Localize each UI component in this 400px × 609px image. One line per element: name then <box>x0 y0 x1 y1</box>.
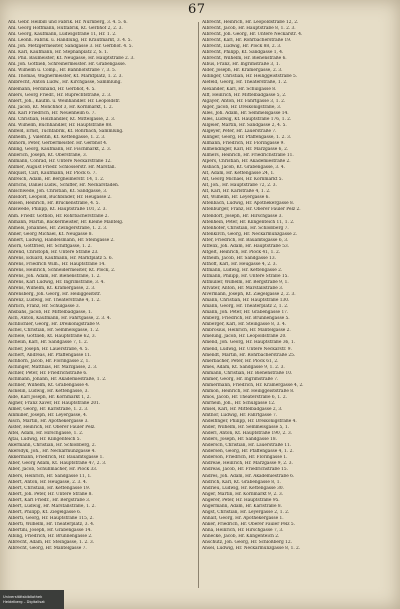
directory-entry: Albert, Karl Friedr., Hr. Bergstraße 3. <box>8 497 91 503</box>
directory-entry: Ahlsdorf, Leopold, Buchbinder, Hr. Heugasse 2. <box>8 195 112 201</box>
directory-entry: Ahlquist, Carl, Kaufmann, Hr. Plöck 6. 7. <box>8 171 97 177</box>
directory-entry: Albert, Ludwig, Hr. Marstallstraße, 1. 2. <box>8 503 96 509</box>
directory-entry: Albing, Friedrich, Hr. Brunnengasse 2. <box>8 533 93 539</box>
directory-entry: Altenbach, Ludwig, Hr. Apothekergasse 8. <box>202 201 295 207</box>
directory-entry: Alff, Heinrich, Hr. Mittelbadgasse 5, 2. <box>202 92 287 98</box>
directory-entry: Aichhorn, Jacob, Hr. Floringasse 2, 1. <box>8 358 90 364</box>
directory-entry: Aitel, Adam, Hr. Hirschgasse, 1. 2. <box>8 431 84 437</box>
directory-entry: Ammermann, Friedrich, Hr. Krämergasse 4, 2. <box>202 382 304 388</box>
directory-entry: Albert, Philipp, Kt. Ziegelgasse 6. <box>8 509 82 515</box>
directory-entry: Ahnert, Ludwig, Handelsmann, Hr. Steingasse 2. <box>8 237 115 243</box>
directory-entry: Aide, Karl Joseph, Hr. Kornmarkt 1, 2. <box>8 394 91 400</box>
directory-entry: Alter, Friedrich, Hr. Bauamtsgasse 6, 3. <box>202 237 289 243</box>
directory-entry: Anhalt, Georg, Hr. Apothekergasse 1. <box>202 515 284 521</box>
directory-entry: Aichelin, Karl, Hr. Sandgasse 7, 1. 2. <box>8 340 89 346</box>
directory-entry: Amthor, Ludwig, Hr. Fahrtgasse 7. <box>202 413 278 419</box>
directory-entry: Aister, Heinrich, Hr. Oberer Fauler Pelz. <box>8 425 96 431</box>
directory-entry: Amendt, Martin, Hr. Rohrbacherstraße 25. <box>202 352 296 358</box>
directory-entry: Ahl. Leonh. Fabrik. u. Handlung, Hr. Krautmarkt, 3. 4. 5. <box>8 38 132 44</box>
directory-entry: Ahl. Wilhelm u. Comp., Hr. Bahnhofstraße 7, 3. 5. <box>8 68 117 74</box>
directory-entry: Albrecht, Heinrich, Hr. Leopoldstraße 12, 2. <box>202 20 299 25</box>
directory-entry: Ahrlich, Franz, Hr. Schulgasse 3. <box>8 304 80 310</box>
directory-entry: Altenhein, Peter, Hr. Klingenteich 11, 1. 2. <box>202 219 295 225</box>
directory-entry: Ahner, Georg Michael, Kt. Neugasse 8. <box>8 231 93 237</box>
directory-entry: Ahrend, Christoph, Hr. Untere Straße 23. <box>8 249 99 255</box>
directory-entry: Alder, Joseph, Hr. Krämergasse, 2. 3. <box>202 68 283 74</box>
directory-entry: Andrieu, Ludwig, Hr. Kettengasse 30. <box>202 485 284 491</box>
directory-entry: Aldinger, Christian, Hr. Heiliggeiststraße 5. <box>202 74 298 80</box>
directory-entry: Aichel, Christian, Hr. Semmelsgasse, 1. 2. <box>8 328 100 334</box>
directory-entry: Amrhein, Joh., Hr. Schulgasse 12. <box>202 400 276 406</box>
directory-entry: Aichert, Andreas, Hr. Pfaffengasse 11. <box>8 352 92 358</box>
directory-entry: Ahmels, Johannes, Hr. Zwingerstraße, 1. 2. 3. <box>8 225 108 231</box>
library-badge[interactable] <box>0 590 64 609</box>
directory-entry: Alger, Jacob, Hr. Dreikönigstraße, 3. <box>202 104 282 110</box>
directory-entry: Anderson, Friedrich, Hr. Floringasse 1. <box>202 455 288 461</box>
directory-entry: Aigner, Franz Xaver, Hr. Hauptstraße 201. <box>8 400 101 406</box>
directory-entry: Akersdyk, Joh., Hr. Neckarmünzgasse 4. <box>8 449 96 455</box>
directory-entry: Ambrosius, Heinrich, Hr. Mantelgasse 2. <box>202 328 291 334</box>
directory-entry: Andreas, Jacob, Hr. Friedrichstraße 15. <box>202 467 289 473</box>
directory-entry: Ahlschwede, Joh. Christian, Kt. Sandgasse, 3. <box>8 189 108 195</box>
directory-entry: Alles, Ludwig, Kt. Hauptstraße 176, 1. 2. <box>202 116 292 122</box>
directory-entry: Allinger, Georg, Hr. Pfaffengasse, 1. 2. 3. <box>202 134 292 140</box>
directory-entry: Alvermann, Joseph, Kt. Ziegelgasse 2, 2. 3. <box>202 292 296 298</box>
directory-entry: Alber, Georg Adam, Kt. Hauptstraße 47, 2. 3. <box>8 461 107 467</box>
directory-entry: Anger, Martin, Hr. Kornmarkt 9, 2. 3. <box>202 491 284 497</box>
directory-entry: Annecke, Jacob, Hr. Klingenteich 2. <box>202 533 280 539</box>
directory-entry: Ahsbahs, Jacob, Hr. Mittelbadgasse, 1. <box>8 310 93 316</box>
directory-entry: Amann, Joh. Peter, Hr. Grabengasse 17. <box>202 310 289 316</box>
directory-entry: Ahl. Joh. Gottlieb, Schreinermeister. Hr. Grabengasse. <box>8 62 127 68</box>
directory-entry: Amend, Ludwig, Hr. Untere Neckarstr. 9. <box>202 346 292 352</box>
directory-entry: Ahlsen, Heinrich, Hr. Brückenstraße, 4. 5. <box>8 201 100 207</box>
directory-entry: Ahlrichs, Daniel Ludw., Schiffer, Hr. Neckarstaden. <box>8 183 120 189</box>
directory-entry: Allmann, Friedrich, Hr. Floringasse 9. <box>202 140 285 146</box>
directory-entry: Altfelix, Joh. Adam, Hr. Hauptstraße 53. <box>202 243 290 249</box>
directory-entry: Ahrens, Friedrich Wilh., Hr. Hauptstraße 14. <box>8 261 106 267</box>
directory-entry: Albert, Joh. Peter, Hr. Untere Straße 8. <box>8 491 93 497</box>
directory-entry: Akkermann, Friedrich, Hr. Bauamtsgasse 1. <box>8 455 104 461</box>
directory-entry: Ahl. Christian, Holzhändler, Kt. Mittelgasse, 2. 3. <box>8 116 116 122</box>
directory-entry: Ammon, Heinrich, Hr. Heiliggeiststraße 8. <box>202 388 295 394</box>
directory-entry: Ahlreich, Adam, Hr. Bergheimerstr. 14, 1. 2. <box>8 177 105 183</box>
directory-entry: Amos, Jacob, Hr. Theaterstraße 6, 1. 2. <box>202 394 287 400</box>
directory-entry: Ahm. Friedr. Gottlob, Hr. Rohrbacherstraße 2. <box>8 213 109 219</box>
directory-entry: Albrecht, Ludwig, Hr. Plöck 88, 2. 3. <box>202 44 282 50</box>
directory-entry: Ahrens, Heinrich, Schneidermeister, Kt. Plöck, 2. <box>8 267 116 273</box>
directory-entry: Andersen, Georg, Hr. Pfaffengasse 4, 1. 2. <box>202 449 294 455</box>
library-badge-line1: Universitätsbibliothek <box>3 594 43 599</box>
directory-entry: Altenburger, Franz, Hr. Oberer Fauler Pelz 2. <box>202 207 301 213</box>
directory-entry: Altvater, Anton, Hr. Marstallstraße 3. <box>202 286 284 292</box>
directory-entry: Altheim, Jacob, Hr. Sandgasse 13. <box>202 255 277 261</box>
directory-entry: Ammann, Christian, Hr. Bienenstraße 10. <box>202 370 293 376</box>
directory-entry: Ajtai, Ludwig, Hr. Klingenteich 5. <box>8 437 81 443</box>
directory-entry: Altenhofer, Christian, Hr. Schloßberg 7. <box>202 225 289 231</box>
directory-entry: Ames, Adam, Kt. Sandgasse 9, 1. 2. 3. <box>202 364 285 370</box>
directory-entry: Alt, Karl, Hr. Karlstraße 4, 1. 2. <box>202 189 271 195</box>
directory-entry: Albrecht, Jacob, Hr. Hauptstraße 8, 1. 2. 3. <box>202 26 296 32</box>
directory-entry: Ammer, Georg, Hr. Ingrimstraße 7. <box>202 376 279 382</box>
directory-entry: Ahlers, Georg Friedr., Hr. Ruprechtstraße, 2. 3. <box>8 92 112 98</box>
directory-entry: Amelung, Jacob, Hr. Leopoldstraße 20. <box>202 334 287 340</box>
directory-entry: Ahrenz, Ludwig, Hr. Theaterstraße 4, 1. 2. <box>8 298 101 304</box>
directory-entry: Alt, Wilhelm, Hr. Leyergasse 6. <box>202 195 270 201</box>
directory-entry: Altendorf, Joseph, Hr. Hirschgasse 3. <box>202 213 283 219</box>
directory-entry: Alt, Joh., Hr. Hauptstraße 72, 2. 3. <box>202 183 277 189</box>
directory-entry: Ahlhorn, Peter, Gerbermeister. Hr. Gerbhof 4. <box>8 140 108 146</box>
directory-entry: Amsel, Karl, Hr. Mittelbadgasse 2, 3. <box>202 407 283 412</box>
left-column <box>8 20 196 592</box>
directory-entry: Ahorn, Gottfried, Hr. Schiffgasse, 1. 2. <box>8 243 92 249</box>
directory-entry: Ahlhelm, J. Valentin, Kt. Kettengasse, 1. 2. 3. <box>8 134 106 140</box>
directory-entry: Altmüller, Wilhelm, Hr. Bergstraße 9, 1. <box>202 280 289 286</box>
directory-entry: Anna, Heinrich, Hr. Hirschgasse 7, 3. <box>202 527 284 533</box>
directory-entry: Ahlemann, Ferdinand, Hr. Gerbhof, 4. 5. <box>8 86 96 92</box>
directory-entry: Ahl. Phil. Baumeister, Kt. Neugasse, Hr. Hauptstraße 2. 3. <box>8 56 135 62</box>
directory-entry: Ahllerich, Joseph, Kt. Oberstraße, 3. <box>8 153 88 159</box>
directory-entry: Angerer, Peter, Hr. Hauptstraße 95. <box>202 497 280 503</box>
directory-entry: Ander, Wilhelm, Hr. Semmelsgasse 5, 1. <box>202 425 290 431</box>
directory-entry: Ahlbrecht, Anton Ludw., Hr. Kirchgasse, Sammlung. <box>8 80 122 86</box>
directory-entry: Ahl. Georg, Kaufmann, Ludwigstraße 11, Hr. 1. 2. <box>8 32 117 38</box>
directory-entry: Algayer, Anton, Hr. Fahrtgasse 3, 1. 2. <box>202 98 286 104</box>
directory-entry: Amend, Joh. Georg, Hr. Hauptstraße 36, 1. <box>202 340 296 346</box>
directory-entry: Amberg, Friedrich, Hr. Brunnengasse 5. <box>202 316 290 322</box>
directory-entry: Ahl. Joh. Metzgermeister, Sandgasse 3. Hr. Gerbhof. 4. 5. <box>8 44 133 50</box>
directory-entry: Altmann, Philipp, Hr. Untere Straße 15. <box>202 273 289 279</box>
directory-entry: Aichinger, Matthias, Hr. Märzgasse, 2. 3. <box>8 364 98 370</box>
directory-entry: Albrecht, Georg, Hr. Mantelgasse 7. <box>8 546 87 552</box>
directory-entry: Ahrensberg, Joh. Georg, Hr. Heiliggeiststr. <box>8 292 101 298</box>
directory-entry: Aimer, Georg, Hr. Karlstraße, 1. 2. 3. <box>8 407 89 412</box>
directory-entry: Andersch, Christian, Hr. Lauerstraße 11. <box>202 443 292 449</box>
directory-entry: Amerbacher, Peter, Hr. Plöck 61, 2. <box>202 358 279 364</box>
directory-entry: Aisch, Martin, Hr. Apothekergasse 3. <box>8 419 89 425</box>
directory-entry: Alefeld, Georg, Hr. Theaterstraße, 1. 2. <box>202 80 288 86</box>
directory-entry: Alt, Georg Michael, Hr. Kornmarkt 5. <box>202 177 283 183</box>
right-column <box>202 20 390 592</box>
directory-entry: Altgelt, Heinrich, Hr. Plöck 41, 1. 2. <box>202 249 281 255</box>
directory-entry: Aicher, Joseph, Hr. Lauerstraße, 4. 5. <box>8 346 89 352</box>
directory-entry: Aichler, Peter, Hr. Friedrichstraße 6. <box>8 370 88 376</box>
directory-entry: Ahlmer, August Friedr. Schlosserstr. Hr. Marstall. <box>8 165 116 171</box>
directory-entry: Allmendinger, Karl, Hr. Märzgasse 6, 2. <box>202 146 289 152</box>
directory-entry: Angst, Christian, Hr. Leyergasse 2, 1. 2. <box>202 509 290 515</box>
directory-entry: Andreae, Heinrich, Hr. Märzgasse 9, 2. 3. <box>202 461 293 467</box>
directory-entry: Aichner, Wilhelm, Kt. Grabengasse 4. <box>8 382 90 388</box>
directory-entry: Ansel, Ludwig, Hr. Neckarmünzgasse 8, 1. 2. <box>202 546 301 552</box>
directory-entry: Allgeyer, Peter, Hr. Lauerstraße 7. <box>202 128 277 134</box>
directory-entry: Ahl. Karl Friedrich, Hr. Neuenheim 6. 7. <box>8 110 96 116</box>
directory-entry: Alsbach, Jacob, Kt. Grabengasse, 3. 4. <box>202 165 286 171</box>
directory-entry: Albrecht, Wilhelm, Hr. Bienenstraße 6. <box>202 56 287 62</box>
directory-entry: Ahrens, Joh. Adam, Hr. Bienenstraße, 1. 2. <box>8 273 101 279</box>
directory-entry: Ahrens, Wilhelm, Kt. Krämergasse, 2. 3. <box>8 286 96 292</box>
directory-entry: Akermann, Christian, Hr. Schloßberg, 2. <box>8 443 96 449</box>
directory-entry: Albers, Heinrich, Hr. Sandgasse 11, 1. <box>8 473 92 479</box>
directory-entry: Anders, Joseph, Hr. Sandgasse 18. <box>202 437 278 443</box>
directory-entry: Amberger, Karl, Hr. Steingasse 8, 3. 4. <box>202 322 287 328</box>
directory-entry: Ahl. Wilhelm, Buchhändler, Hr. Hauptstraße 88. <box>8 122 113 128</box>
directory-entry: Anschütz, Joh. Georg, Hr. Schloßberg 12. <box>202 540 292 546</box>
directory-entry: Aichmann, Johann, Hr. Akademiestraße, 1. 2. <box>8 376 107 382</box>
directory-entry: Ahlert, Joh., Kaufm. u. Weinhändler. Hr. Leopoldstr. <box>8 98 121 104</box>
directory-entry: Althoff, Karl, Hr. Heugasse 4, 2. 3. <box>202 261 277 267</box>
column-divider <box>198 22 199 588</box>
directory-entry: Albert, Anton, Hr. Heugasse, 2. 3. 4. <box>8 479 88 485</box>
directory-entry: Albrecht, Joh. Georg, Hr. Untere Neckarstr. 4. <box>202 32 303 38</box>
directory-entry: Alber, Jacob, Schuhmacher, Hr. Plöck 33. <box>8 467 98 473</box>
directory-entry: Ainmiller, Joseph, Hr. Leyergasse, 4. <box>8 413 88 419</box>
directory-entry: Andres, Joh. Adam, Hr. Akademiestraße 6. <box>202 473 295 479</box>
directory-entry: Ahmann, Martin, Bäckermeister, Hr. Kleine Mantelg. <box>8 219 124 225</box>
directory-entry: Albus, Franz, Hr. Ingrimstraße 3, 1. <box>202 62 280 68</box>
directory-entry: Allmers, Heinrich, Hr. Friedrichstraße 11. <box>202 153 294 159</box>
directory-entry: Aichbichler, Georg, Hr. Dreikönigstraße 9. <box>8 322 101 328</box>
directory-entry: Ahrens, Eduard, Kaufmann, Hr. Marktplatz 5. 6. <box>8 255 113 261</box>
directory-entry: Anderl, Anton, Kt. Hauptstraße 190, 2. 3. <box>202 431 293 437</box>
directory-entry: Andelfinger, Philipp, Hr. Dreikönigstraße 4. <box>202 419 297 425</box>
directory-entry: Alpers, Christian, Hr. Akademiestraße 2. <box>202 159 291 165</box>
directory-entry: Alles, Joh. Adam, Hr. Semmelsgasse 14. <box>202 110 289 116</box>
directory-entry: Ahrens, Karl Ludwig, Hr. Ingrimstraße, 3. 4. <box>8 280 105 286</box>
directory-entry: Ahlfeld, Ernst, Tuchfabrik, Kt. Rohrbach, Sammlung. <box>8 128 124 134</box>
directory-entry: Albrecht, Karl, Hr. Rohrbacherstraße 19. <box>202 38 292 44</box>
directory-entry: Amann, Georg, Hr. Theaterplatz 2, 1. 2. <box>202 304 289 310</box>
directory-entry: Ahl. Gebr. Hellbiß und Fabrik. Hr. Nürnberg, 3. 4. 5. 6. <box>8 20 128 25</box>
directory-entry: Albrecht, Philipp, Kt. Sandgasse 1, 4. <box>202 50 284 56</box>
library-badge-line2: Heidelberg – Digitalisat <box>3 599 45 604</box>
directory-entry: Ahlmann, Conrad, Hr. Untere Neckarstraße 12. <box>8 159 112 165</box>
directory-entry: Amann, Christian, Hr. Hauptstraße 130. <box>202 298 290 304</box>
directory-entry: Alberti, Georg, Hr. Hauptstraße 115, 2. <box>8 515 94 521</box>
directory-entry: Aickelin, Ludwig, Hr. Kettengasse, 3. <box>8 388 89 394</box>
directory-entry: Alt, Adam, Hr. Kettengasse 24, 1. <box>202 171 275 177</box>
directory-entry: Albrecht, Adam, Hr. Steingasse, 1. 2. 3. <box>8 540 95 546</box>
directory-entry: Albert, Christian, Hr. Kettengasse 19. <box>8 485 91 491</box>
directory-entry: Aich, Anton, Kaufmann, Hr. Fahrtgasse, 2. 3. 4. <box>8 316 111 322</box>
directory-entry: Ahl. Jacob, Kt. Mönchhof 3, Hr. Kornmarkt, 1. 2. <box>8 104 113 110</box>
page-number: 67 <box>188 2 206 17</box>
directory-entry: Andrich, Karl, Kt. Grabengasse 8, 1. <box>202 479 281 485</box>
directory-entry: Alexander, Karl, Hr. Schulgasse 8. <box>202 86 277 92</box>
directory-entry: Ahl. Georg Hoffmann, Hutfabrik, Kt. Gerbhof 2, 2. 3. <box>8 26 123 32</box>
directory-entry: Ahlswede, Philipp, Kt. Hauptstraße 101, 2. 3. <box>8 207 107 213</box>
directory-entry: Alberti, Wilhelm, Hr. Theaterplatz, 3. 4. <box>8 521 95 527</box>
directory-entry: Altmann, Ludwig, Hr. Kettengasse 2. <box>202 267 283 273</box>
directory-entry: Ahl. Karl, Kaufmann, Hr. Stephanplatz 2, S. 1. <box>8 50 109 56</box>
directory-entry: Anker, Friedrich, Hr. Oberer Fauler Pelz 5. <box>202 521 295 527</box>
directory-entry: Ahling, Georg, Kaufmann, Hr. Fischmarkt, 2. 3. <box>8 146 112 152</box>
directory-entry: Allgeier, Martin, Hr. Sandgasse 2, 4. 5. <box>202 122 287 128</box>
directory-entry: Aichele, Gottlieb, Kt. Hauptstraße 62, 3. <box>8 334 96 340</box>
directory-entry: Angermann, Adam, Hr. Karlstraße 8. <box>202 503 283 509</box>
directory-entry: Altenkirch, Georg, Hr. Neckarmünzgasse 2. <box>202 231 298 237</box>
directory-entry: Ahl. Thomas, Wagnermeister, Kt. Marktplatz, 1. 2. 3. <box>8 74 123 80</box>
directory-entry: Albertini, Joseph, Hr. Grabengasse 14. <box>8 527 92 533</box>
